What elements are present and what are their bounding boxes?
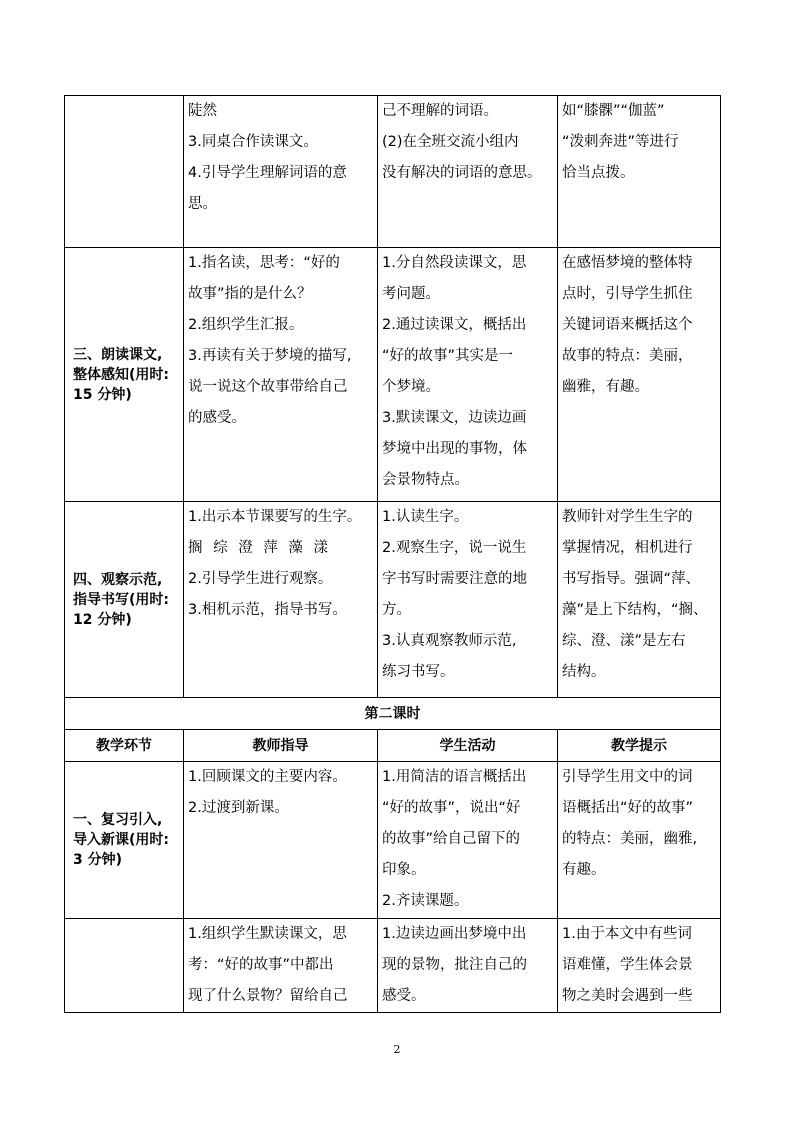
teaching-tips-cell — [558, 96, 721, 248]
text-line: 在感悟梦境的整体特 — [562, 255, 693, 271]
section-title-line: 15 分钟) — [73, 386, 132, 403]
text-line: 语概括出“好的故事” — [562, 800, 694, 816]
section-cell — [65, 248, 184, 502]
table-row — [65, 96, 721, 248]
text-line: 考问题。 — [382, 286, 440, 302]
text-line: 引导学生用文中的词 — [562, 769, 693, 785]
student-activity-cell — [378, 248, 558, 502]
section-title-line: 一、复习引入, — [73, 812, 163, 828]
text-line: 3.再读有关于梦境的描写, — [188, 348, 352, 364]
table-row — [65, 919, 721, 1013]
section-title-line: 四、观察示范, — [73, 571, 163, 588]
text-line: 恰当点拨。 — [562, 165, 635, 181]
text-line: 综、澄、漾”是左右 — [562, 633, 686, 649]
section-cell — [65, 502, 184, 698]
text-line: 2.组织学生汇报。 — [188, 317, 304, 333]
text-line: 2.通过读课文，概括出 — [382, 317, 527, 333]
column-header-teacher-guidance: 教师指导 — [184, 730, 378, 762]
teaching-tips-cell — [558, 248, 721, 502]
teaching-tips-cell — [558, 762, 721, 919]
text-line: “好的故事”，说出“好 — [382, 800, 521, 816]
text-line: 说一说这个故事带给自己 — [188, 379, 348, 395]
column-header-student-activity: 学生活动 — [378, 730, 558, 762]
text-line: “泼刺奔进”等进行 — [562, 134, 679, 150]
section-title-line: 三、朗读课文, — [73, 346, 163, 363]
text-line: 思。 — [188, 196, 217, 212]
section-cell — [65, 919, 184, 1013]
text-line: 没有解决的词语的意思。 — [382, 165, 542, 181]
text-line: 掌握情况，相机进行 — [562, 540, 693, 556]
text-line: 印象。 — [382, 862, 426, 878]
text-line: 的感受。 — [188, 410, 246, 426]
text-line: 个梦境。 — [382, 379, 440, 395]
column-header-teaching-tips: 教学提示 — [558, 730, 721, 762]
table-row — [65, 762, 721, 919]
text-line: 书写指导。强调“萍、 — [562, 571, 701, 587]
text-line: 藻”是上下结构，“搁、 — [562, 602, 708, 618]
table-row — [65, 502, 721, 698]
text-line: 的故事”给自己留下的 — [382, 831, 521, 847]
section-cell — [65, 762, 184, 919]
text-line: 1.认读生字。 — [382, 509, 469, 525]
text-line: (2)在全班交流小组内 — [382, 134, 519, 150]
table-row — [65, 248, 721, 502]
text-line: 1.用简洁的语言概括出 — [382, 769, 527, 785]
section-title-line: 12 分钟) — [73, 611, 132, 628]
teacher-guidance-cell — [184, 248, 378, 502]
text-line: 方。 — [382, 602, 411, 618]
section-title-line: 3 分钟) — [73, 852, 123, 868]
student-activity-cell — [378, 762, 558, 919]
character-list: 搁 综 澄 萍 藻 漾 — [188, 540, 329, 556]
text-line: 字书写时需要注意的地 — [382, 571, 527, 587]
student-activity-cell — [378, 919, 558, 1013]
section-title-line: 导入新课(用时: — [73, 832, 169, 848]
text-line: 3.认真观察教师示范, — [382, 633, 517, 649]
text-line: 幽雅，有趣。 — [562, 379, 649, 395]
text-line: 2.引导学生进行观察。 — [188, 571, 333, 587]
text-line: 1.出示本节课要写的生字。 — [188, 509, 362, 525]
text-line: 故事”指的是什么？ — [188, 286, 312, 302]
lesson-plan-table — [64, 95, 721, 1013]
column-header-teaching-stage: 教学环节 — [65, 730, 184, 762]
text-line: 1.由于本文中有些词 — [562, 926, 692, 942]
section-title-line: 指导书写(用时: — [73, 591, 169, 608]
text-line: “好的故事”其实是一 — [382, 348, 514, 364]
teacher-guidance-cell — [184, 96, 378, 248]
text-line: 考：“好的故事”中都出 — [188, 957, 334, 973]
text-line: 1.分自然段读课文，思 — [382, 255, 527, 271]
text-line: 教师针对学生生字的 — [562, 509, 693, 525]
text-line: 现的景物，批注自己的 — [382, 957, 527, 973]
teacher-guidance-cell — [184, 762, 378, 919]
section-cell — [65, 96, 184, 248]
text-line: 的特点：美丽，幽雅, — [562, 831, 698, 847]
text-line: 故事的特点：美丽， — [562, 348, 693, 364]
teaching-tips-cell — [558, 502, 721, 698]
second-lesson-title: 第二课时 — [65, 698, 721, 730]
text-line: 2.过渡到新课。 — [188, 800, 289, 816]
text-line: 1.组织学生默读课文，思 — [188, 926, 347, 942]
text-line: 2.观察生字，说一说生 — [382, 540, 527, 556]
text-line: 会景物特点。 — [382, 472, 469, 488]
table-row — [65, 698, 721, 730]
text-line: 感受。 — [382, 988, 426, 1004]
text-line: 1.回顾课文的主要内容。 — [188, 769, 347, 785]
page-number: 2 — [393, 1043, 401, 1056]
teacher-guidance-cell — [184, 919, 378, 1013]
text-line: 如“膝髁”“伽蓝” — [562, 103, 665, 119]
text-line: 点时，引导学生抓住 — [562, 286, 693, 302]
text-line: 练习书写。 — [382, 664, 455, 680]
text-line: 结构。 — [562, 664, 606, 680]
text-line: 语难懂，学生体会景 — [562, 957, 693, 973]
text-line: 3.相机示范，指导书写。 — [188, 602, 347, 618]
text-line: 3.同桌合作读课文。 — [188, 134, 318, 150]
text-line: 2.齐读课题。 — [382, 893, 469, 909]
text-line: 己不理解的词语。 — [382, 103, 498, 119]
text-line: 3.默读课文，边读边画 — [382, 410, 527, 426]
text-line: 关键词语来概括这个 — [562, 317, 693, 333]
text-line: 梦境中出现的事物，体 — [382, 441, 527, 457]
text-line: 陡然 — [188, 103, 217, 119]
text-line: 现了什么景物？留给自己 — [188, 988, 348, 1004]
text-line: 1.指名读，思考：“好的 — [188, 255, 340, 271]
teaching-tips-cell — [558, 919, 721, 1013]
student-activity-cell — [378, 96, 558, 248]
student-activity-cell — [378, 502, 558, 698]
header-row — [65, 730, 721, 762]
text-line: 物之美时会遇到一些 — [562, 988, 693, 1004]
text-line: 有趣。 — [562, 862, 606, 878]
text-line: 4.引导学生理解词语的意 — [188, 165, 347, 181]
text-line: 1.边读边画出梦境中出 — [382, 926, 527, 942]
section-title-line: 整体感知(用时: — [73, 366, 169, 383]
teacher-guidance-cell — [184, 502, 378, 698]
